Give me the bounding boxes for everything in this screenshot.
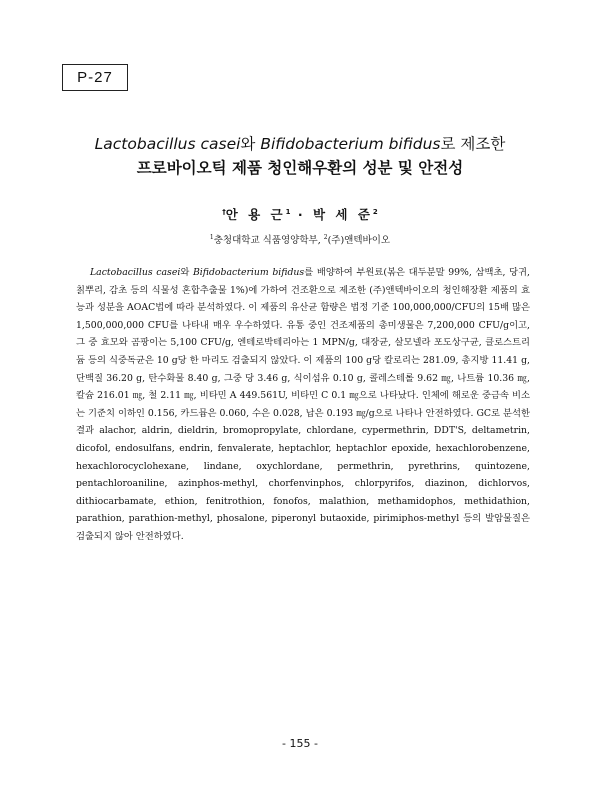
affil-1: 충청대학교 식품영양학부, [213,235,324,246]
poster-number-badge: P-27 [62,64,128,91]
title-line-2: 프로바이오틱 제품 청인해우환의 성분 및 안전성 [136,159,464,177]
paper-title [0,134,600,180]
affiliations [0,232,600,246]
author-list [0,205,600,223]
author-separator: · [290,207,313,222]
abstract-species-b: Bifidobacterium bifidus [192,267,305,278]
title-connector: 와 [240,135,261,153]
affil-2-mark: 2 [323,233,328,241]
affil-1-mark: 1 [209,233,214,241]
corresponding-mark: † [222,207,226,216]
page-number: - 155 - [282,737,318,750]
author-1-affil: 1 [285,207,291,216]
abstract-text: 를 배양하여 부원료(볶은 대두분말 99%, 삼백초, 당귀, 칡뿌리, 감초 등의 식물성 혼합추출물 1%)에 가하여 건조환으로 제조한 (주)앤텍바이오의 청인해장환 제품의 효능과 성분을 AOAC법에 따라 분석하였다. 이 제품의 유산균 함량은 법정 기준 100,000,000/CFU의 15배 많은 1,500,000,000 CFU를 나타내 매우 우수하였다. 유통 중인 건조제품의 총미생물은 7,200,000 CFU/g이고, 그 중 효모와 곰팡이는 5,100 CFU/g, 엔테로박테리아는 1 MPN/g, 대장균, 살모넬라 포도상구균, 클로스트리듐 등의 식중독균은 10 g당 한 마리도 검출되지 않았다. 이 제품의 100 g당 칼로리는 281.09, 총지방 11.41 g, 단백질 36.20 g, 탄수화물 8.40 g, 그중 당 3.46 g, 식이섬유 0.10 g, 콜레스테롤 9.62 ㎎, 나트륨 10.36 ㎎, 칼슘 216.01 ㎎, 철 2.11 ㎎, 비타민 A 449.561U, 비타민 C 0.1 ㎎으로 나타났다. 인체에 해로운 중금속 비소는 기준치 이하인 0.156, 카드뮴은 0.060, 수은 0.028, 납은 0.193 ㎎/g으로 나타나 안전하였다. GC로 분석한 결과 alachor, aldrin, dieldrin, bromopropylate, chlordane, cypermethrin, DDT'S, deltametrin, dicofol, endosulfans, endrin, fenvalerate, heptachlor, heptachlor epoxide, hexachlorobenzene, hexachlorocyclohexane, lindane, oxychlordane, permethrin, pyrethrins, quintozene, pentachloroaniline, azinphos-methyl, chorfenvinphos, chlorpyrifos, diazinon, dichlorvos, dithiocarbamate, ethion, fenitrothion, fonofos, malathion, methamidophos, methidathion, parathion, parathion-methyl, phosalone, piperonyl butaoxide, pirimiphos-methyl 등의 발암물질은 검출되지 않아 안전하였다. [76,267,530,542]
abstract-species-a: Lactobacillus casei [90,267,181,278]
abstract-connector: 와 [180,267,193,278]
title-line-1 [0,134,600,154]
title-species-b: Bifidobacterium bifidus [260,135,441,153]
title-species-a: Lactobacillus casei [94,135,241,153]
affil-2: (주)앤텍바이오 [327,235,391,246]
author-1: 안 용 근 [225,207,286,222]
author-2-affil: 2 [372,207,378,216]
author-2: 박 세 준 [312,207,373,222]
title-line-1-end: 로 제조한 [440,135,506,153]
abstract-body [76,264,530,546]
